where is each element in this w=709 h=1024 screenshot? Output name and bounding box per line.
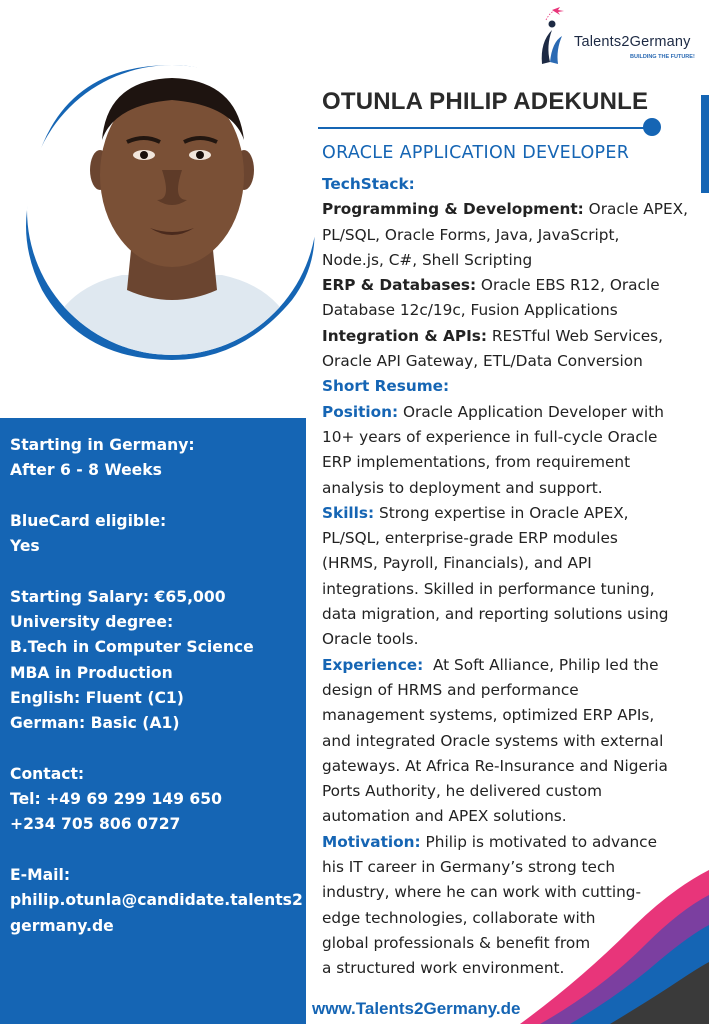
german-level: German: Basic (A1) <box>10 714 180 733</box>
tel-1: Tel: +49 69 299 149 650 <box>10 790 222 809</box>
degree-1: B.Tech in Computer Science <box>10 638 254 657</box>
tech-erp-label: ERP & Databases: <box>322 276 477 295</box>
motivation-label: Motivation: <box>322 832 421 851</box>
tech-prog-line-3: Node.js, C#, Shell Scripting <box>322 250 533 269</box>
start-value: After 6 - 8 Weeks <box>10 461 162 480</box>
bluecard-label: BlueCard eligible: <box>10 511 167 530</box>
experience-line-2: design of HRMS and performance <box>322 680 579 699</box>
start-label: Starting in Germany: <box>10 436 195 454</box>
tech-int-line-1: Integration & APIs: RESTful Web Services, <box>322 326 663 345</box>
degree-label: University degree: <box>10 613 174 632</box>
experience-line-1: Experience: At Soft Alliance, Philip led the <box>322 655 659 674</box>
candidate-role: ORACLE APPLICATION DEVELOPER <box>322 143 630 163</box>
header-rule-dot <box>643 118 661 136</box>
position-label: Position: <box>322 402 399 421</box>
tech-prog-label: Programming & Development: <box>322 200 584 219</box>
skills-line-2: PL/SQL, enterprise-grade ERP modules <box>322 529 618 548</box>
tech-int-label: Integration & APIs: <box>322 326 487 345</box>
logo-name: Talents2Germany <box>574 34 691 50</box>
motivation-line-4: edge technologies, collaborate with <box>322 908 596 927</box>
skills-line-1: Skills: Strong expertise in Oracle APEX, <box>322 503 629 522</box>
position-line-2: 10+ years of experience in full-cycle Oracle <box>322 427 658 446</box>
motivation-line-1: Motivation: Philip is motivated to advance <box>322 832 658 851</box>
candidate-photo <box>22 60 322 360</box>
motivation-line-3: industry, where he can work with cutting- <box>322 883 642 902</box>
sidebar-details <box>10 433 304 939</box>
skills-line-4: integrations. Skilled in performance tuning, <box>322 579 655 598</box>
english-level: English: Fluent (C1) <box>10 688 184 707</box>
tech-int-line-2: Oracle API Gateway, ETL/Data Conversion <box>322 352 643 371</box>
motivation-line-2: his IT career in Germany’s strong tech <box>322 858 616 877</box>
experience-line-5: gateways. At Africa Re-Insurance and Nigeria <box>322 756 668 775</box>
position-line-4: analysis to deployment and support. <box>322 478 603 497</box>
tech-prog-line-2: PL/SQL, Oracle Forms, Java, JavaScript, <box>322 225 620 244</box>
logo-tagline: BUILDING THE FUTURE! <box>630 54 695 60</box>
experience-line-7: automation and APEX solutions. <box>322 807 567 826</box>
tech-erp-line-1: ERP & Databases: Oracle EBS R12, Oracle <box>322 276 660 295</box>
tel-2: +234 705 806 0727 <box>10 815 181 834</box>
skills-label: Skills: <box>322 503 375 522</box>
logo-plane-icon <box>552 7 564 15</box>
position-line-3: ERP implementations, from requirement <box>322 453 631 472</box>
position-line-1: Position: Oracle Application Developer with <box>322 402 664 421</box>
motivation-line-5: global professionals & benefit from <box>322 933 591 952</box>
experience-line-4: and integrated Oracle systems with external <box>322 731 664 750</box>
tech-prog-line-1: Programming & Development: Oracle APEX, <box>322 200 688 219</box>
experience-line-3: management systems, optimized ERP APIs, <box>322 706 655 725</box>
email-line-2: germany.de <box>10 916 114 935</box>
website-link[interactable]: www.Talents2Germany.de <box>312 999 521 1018</box>
candidate-name: OTUNLA PHILIP ADEKUNLE <box>322 88 649 115</box>
profile-body <box>322 172 709 982</box>
motivation-line-6: a structured work environment. <box>322 959 565 978</box>
email-line-1: philip.otunla@candidate.talents2 <box>10 891 303 910</box>
salary: Starting Salary: €65,000 <box>10 587 226 606</box>
experience-line-6: Ports Authority, he delivered custom <box>322 782 603 801</box>
experience-label: Experience: <box>322 655 424 674</box>
skills-line-3: (HRMS, Payroll, Financials), and API <box>322 554 592 573</box>
techstack-heading: TechStack: <box>322 175 415 193</box>
contact-label: Contact: <box>10 764 85 783</box>
bluecard-value: Yes <box>10 537 40 556</box>
header-rule <box>318 127 652 129</box>
resume-heading: Short Resume: <box>322 377 450 396</box>
skills-line-6: Oracle tools. <box>322 630 419 649</box>
tech-erp-line-2: Database 12c/19c, Fusion Applications <box>322 301 618 320</box>
email-label: E-Mail: <box>10 866 71 885</box>
degree-2: MBA in Production <box>10 663 173 682</box>
skills-line-5: data migration, and reporting solutions using <box>322 605 669 624</box>
